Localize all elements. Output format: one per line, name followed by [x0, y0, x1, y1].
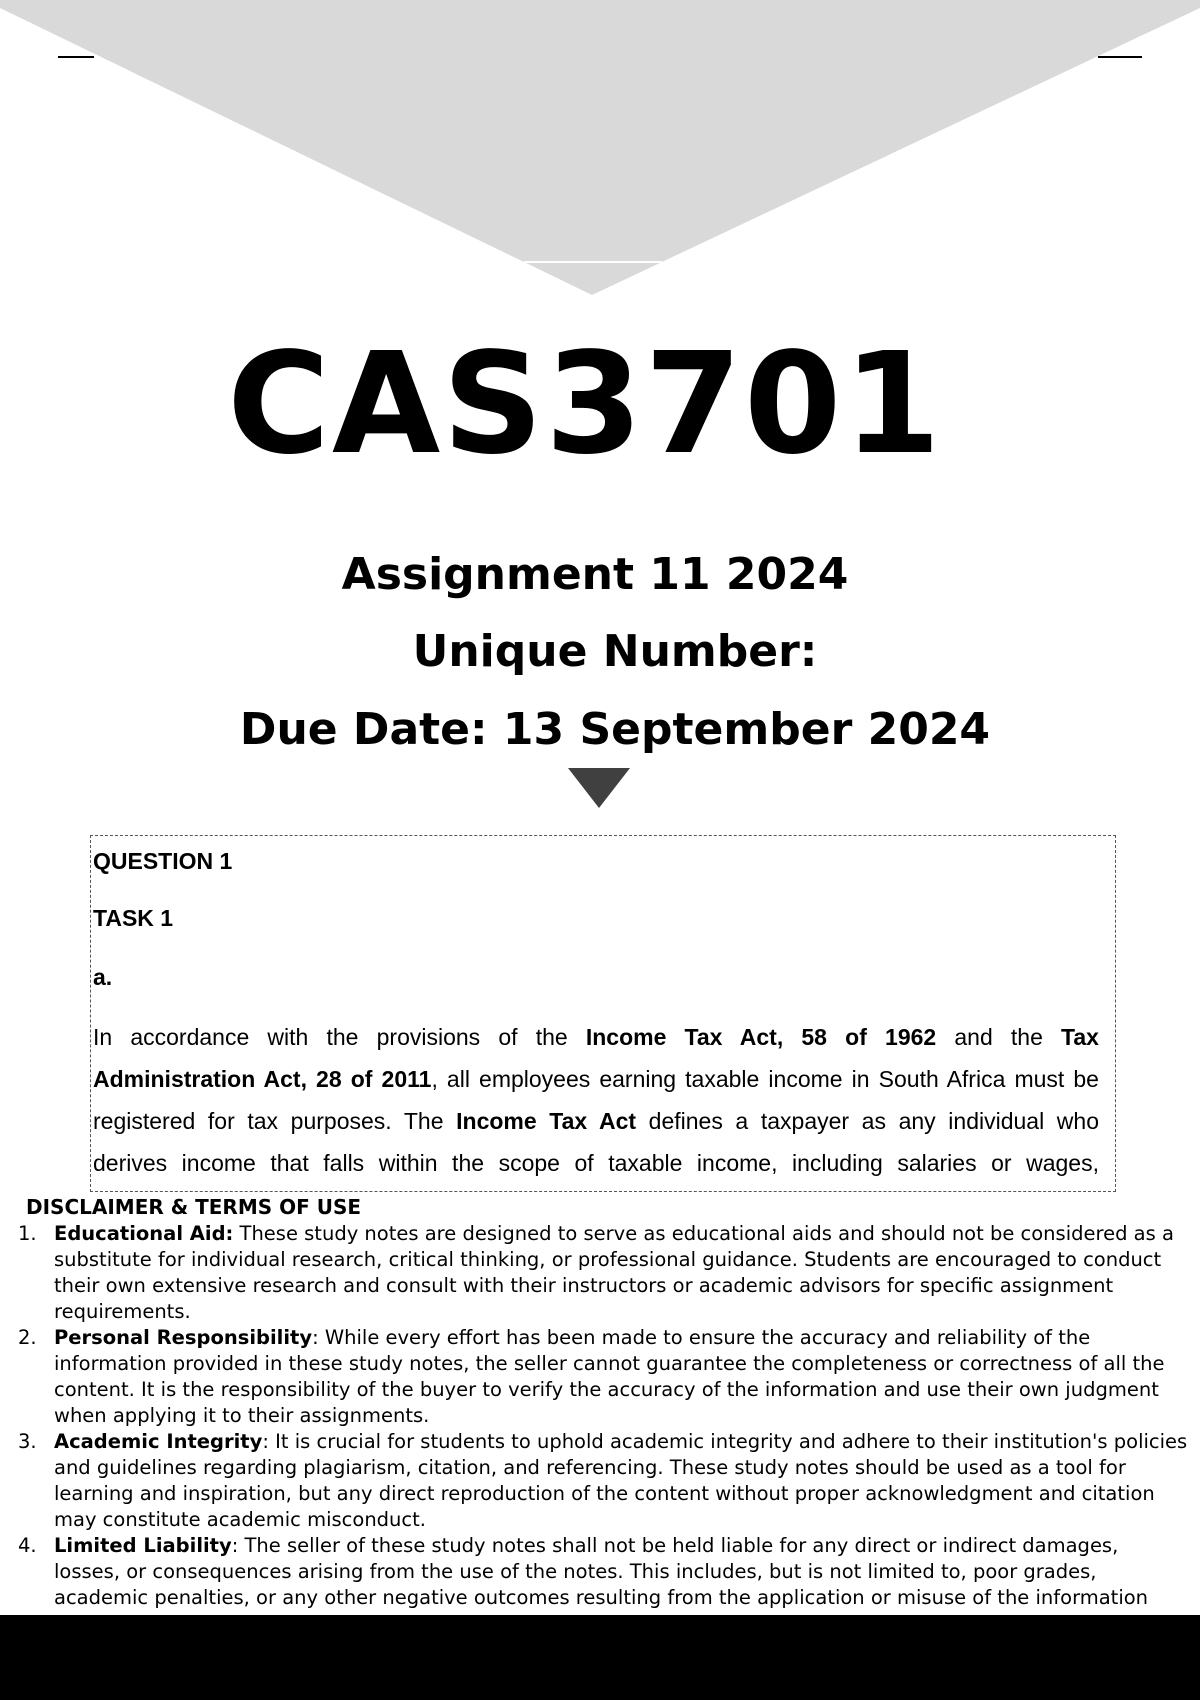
preview-bold-run: Tax — [1061, 1024, 1099, 1050]
question-heading: QUESTION 1 — [93, 848, 233, 874]
preview-text-run: In accordance with the provisions of the — [93, 1024, 586, 1050]
disclaimer-item-text: These study notes are designed to serve as educational aids and should not be considered as a substitute for individual research, critical thinking, or professional guidance. Students are encouraged to conduct their own extensive research and consult with their instructors or academic advisors for specific assignment requirements. — [54, 1222, 1174, 1323]
preview-text-run: derives income that falls within the scope of taxable income, including salaries or wages, — [93, 1150, 1099, 1176]
preview-text-run: , all employees earning taxable income in South Africa must be — [431, 1066, 1099, 1092]
preview-paragraph — [93, 1016, 1099, 1184]
disclaimer-item-number: 3. — [18, 1430, 37, 1453]
disclaimer-list — [0, 1221, 1190, 1611]
disclaimer-item-term: Personal Responsibility — [54, 1326, 313, 1349]
disclaimer-item — [0, 1533, 1190, 1611]
disclaimer-item-term: Academic Integrity — [54, 1430, 263, 1453]
disclaimer-item-text: : While every effort has been made to ensure the accuracy and reliability of the information provided in these study notes, the seller cannot guarantee the completeness or correctness of all the content. It is the responsibility of the buyer to verify the accuracy of the information and use their own judgment when applying it to their assignments. — [54, 1326, 1165, 1427]
disclaimer-item — [0, 1325, 1190, 1429]
preview-text-run: and the — [936, 1024, 1062, 1050]
preview-bold-run: Administration Act, 28 of 2011 — [93, 1066, 432, 1092]
down-arrow-icon — [568, 768, 630, 808]
disclaimer-item — [0, 1221, 1190, 1325]
preview-bold-run: Income Tax Act, 58 of 1962 — [585, 1024, 937, 1050]
disclaimer-item-term: Educational Aid: — [54, 1222, 234, 1245]
disclaimer-title: DISCLAIMER & TERMS OF USE — [26, 1195, 362, 1219]
corner-mark-left — [58, 56, 94, 58]
disclaimer-item-text: : The seller of these study notes shall not be held liable for any direct or indirect damages, losses, or consequences arising from the use of the notes. This includes, but is not limited to, poor grades, academic penalties, or any other negative outcomes resulting from the application or misuse of the information — [54, 1534, 1149, 1609]
part-heading: a. — [93, 964, 113, 990]
document-preview-box — [90, 835, 1116, 1192]
preview-bold-run: Income Tax Act — [456, 1108, 637, 1134]
preview-line — [93, 1058, 1099, 1100]
course-code-title: CAS3701 — [227, 323, 943, 486]
preview-line — [93, 1016, 1099, 1058]
due-date-label: Due Date: 13 September 2024 — [239, 704, 991, 755]
disclaimer-item-term: Limited Liability — [54, 1534, 232, 1557]
assignment-label: Assignment 11 2024 — [341, 549, 849, 600]
disclaimer-item-number: 4. — [18, 1534, 37, 1557]
disclaimer-item — [0, 1429, 1190, 1533]
footer-bar — [0, 1615, 1200, 1700]
preview-text-run: registered for tax purposes. The — [93, 1108, 457, 1134]
task-heading: TASK 1 — [93, 905, 174, 931]
disclaimer-item-text: : It is crucial for students to uphold academic integrity and adhere to their institution's policies and guidelines regarding plagiarism, citation, and referencing. These study notes should be used as a tool for learning and inspiration, but any direct reproduction of the content without proper acknowledgment and citation may constitute academic misconduct. — [54, 1430, 1188, 1531]
preview-line — [93, 1100, 1099, 1142]
banner-chevron-shape — [0, 0, 1200, 295]
corner-mark-right — [1098, 56, 1142, 58]
disclaimer-item-number: 1. — [18, 1222, 37, 1245]
unique-number-label: Unique Number: — [412, 626, 818, 677]
preview-line — [93, 1142, 1099, 1184]
header-banner — [0, 0, 1200, 300]
preview-text-run: defines a taxpayer as any individual who — [636, 1108, 1100, 1134]
disclaimer-item-number: 2. — [18, 1326, 37, 1349]
